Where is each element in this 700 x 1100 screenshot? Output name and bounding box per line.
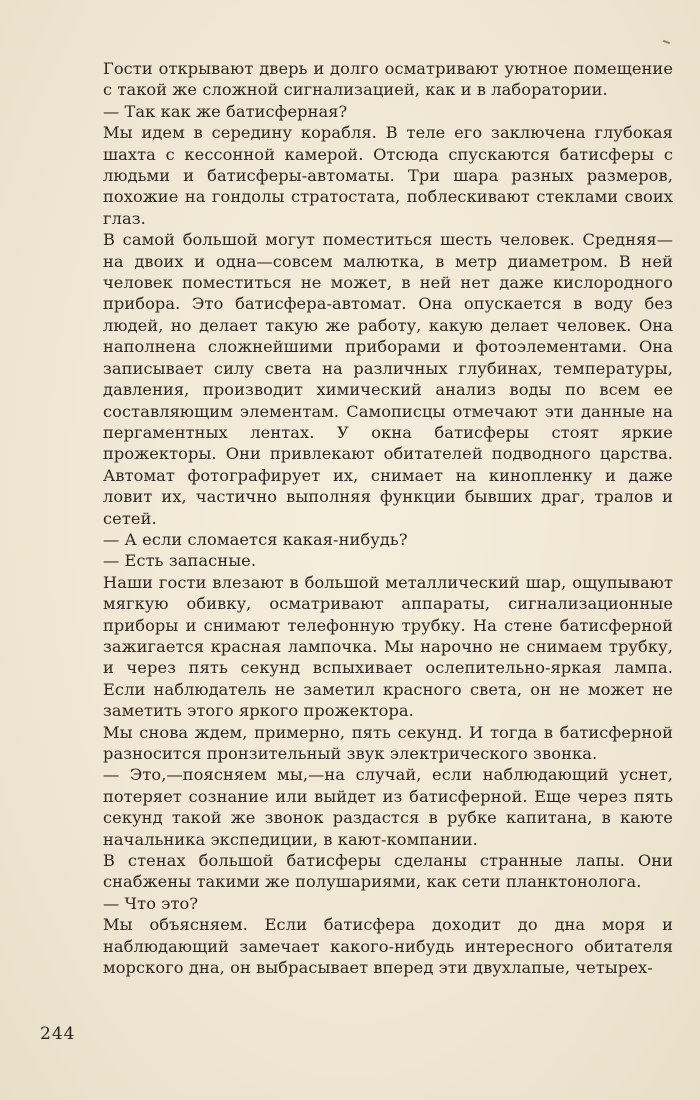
paragraph: Мы идем в середину корабля. В теле его заключена глубокая шахта с кессонной камерой. Отсюда спускаются батисферы с людьми и батисферы-автоматы. Три шара разных размеров, похожие на гондолы стратостата, поблескивают стеклами своих глаз. — [103, 123, 673, 228]
paragraph: Мы снова ждем, примерно, пять секунд. И тогда в батисферной разносится пронзительный звук электрического звонка. — [103, 722, 673, 763]
paragraph: — А если сломается какая-нибудь? — [103, 529, 408, 549]
body-text — [103, 58, 673, 978]
paragraph: Гости открывают дверь и долго осматривают уютное помещение с такой же сложной сигнализацией, как и в лаборатории. — [103, 59, 673, 100]
paragraph: В самой большой могут поместиться шесть человек. Средняя—на двоих и одна—совсем малютка, в метр диаметром. В ней человек поместиться не может, в ней нет даже кислородного прибора. Это батисфера-автомат. Она опускается в воду без людей, но делает такую же работу, какую делает человек. Она наполнена сложнейшими приборами и фотоэлементами. Она записывает силу света на различных глубинах, температуры, давления, производит химический анализ воды по всем ее составляющим элементам. Самописцы отмечают эти данные на пергаментных лентах. У окна батисферы стоят яркие прожекторы. Они привлекают обитателей подводного царства. Автомат фотографирует их, снимает на кинопленку и даже ловит их, частично выполняя функции бывших драг, тралов и сетей. — [103, 230, 673, 528]
scan-mark — [663, 40, 670, 44]
paragraph: — Это,—поясняем мы,—на случай, если наблюдающий уснет, потеряет сознание или выйдет из батисферной. Еще через пять секунд такой же звонок раздастся в рубке капитана, в каюте начальника экспедиции, в кают-компании. — [103, 765, 673, 849]
paragraph: В стенах большой батисферы сделаны странные лапы. Они снабжены такими же полушариями, как сети планктонолога. — [103, 851, 673, 892]
paragraph: — Есть запасные. — [103, 551, 257, 571]
paragraph: Мы объясняем. Если батисфера доходит до дна моря и наблюдающий замечает какого-нибудь интересного обитателя морского дна, он выбрасывает вперед эти двухлапые, четырех- — [103, 915, 673, 978]
paragraph: — Так как же батисферная? — [103, 101, 348, 121]
page-number: 244 — [40, 1024, 76, 1044]
paragraph: — Что это? — [103, 893, 199, 913]
paragraph: Наши гости влезают в большой металлический шар, ощупывают мягкую обивку, осматривают аппараты, сигнализационные приборы и снимают телефонную трубку. На стене батисферной зажигается красная лампочка. Мы нарочно не снимаем трубку, и через пять секунд вспыхивает ослепительно-яркая лампа. Если наблюдатель не заметил красного света, он не может не заметить этого яркого прожектора. — [103, 572, 673, 721]
